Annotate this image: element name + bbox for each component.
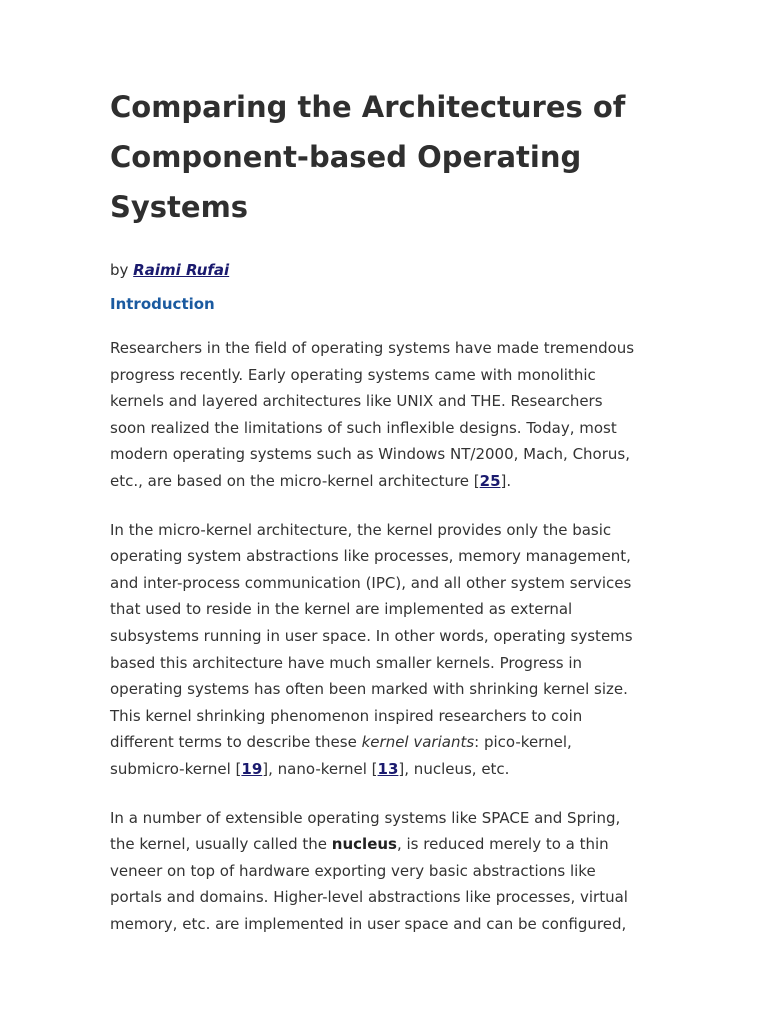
text-line: veneer on top of hardware exporting very basic abstractions like — [110, 861, 596, 880]
text-line — [110, 831, 670, 858]
author-link[interactable]: Raimi Rufai — [133, 261, 230, 279]
text-line — [110, 468, 670, 495]
emphasis-kernel-variants: kernel variants — [361, 733, 475, 752]
title-line: Component-based Operating — [110, 140, 582, 174]
byline-prefix: by — [110, 261, 134, 279]
page-title — [110, 82, 670, 232]
text-line: progress recently. Early operating systems came with monolithic — [110, 365, 596, 384]
text-line: This kernel shrinking phenomenon inspired researchers to coin — [110, 706, 583, 725]
text-line: Researchers in the field of operating systems have made tremendous — [110, 339, 635, 357]
text-line: operating system abstractions like processes, memory management, — [110, 547, 631, 566]
article — [110, 82, 670, 937]
text-line: and inter-process communication (IPC), and all other system services — [110, 573, 632, 592]
paragraph-1 — [110, 335, 670, 495]
text-segment: ], nano-kernel [ — [262, 759, 378, 778]
text-segment: : pico-kernel, — [474, 733, 572, 752]
text-segment: ], nucleus, etc. — [398, 759, 510, 778]
text-line: soon realized the limitations of such inflexible designs. Today, most — [110, 418, 617, 437]
citation-link-19[interactable]: 19 — [241, 759, 263, 778]
text-line: In a number of extensible operating systems like SPACE and Spring, — [110, 808, 621, 827]
text-line — [110, 729, 670, 756]
text-line: subsystems running in user space. In other words, operating systems — [110, 626, 633, 645]
text-line: kernels and layered architectures like UNIX and THE. Researchers — [110, 392, 603, 411]
paragraph-3 — [110, 805, 670, 938]
text-segment: etc., are based on the micro-kernel architecture [ — [110, 471, 480, 490]
text-line: memory, etc. are implemented in user space and can be configured, — [110, 914, 627, 933]
text-line: modern operating systems such as Windows NT/2000, Mach, Chorus, — [110, 445, 630, 464]
text-segment: submicro-kernel [ — [110, 759, 242, 778]
bold-term-nucleus: nucleus — [331, 835, 397, 854]
text-line: based this architecture have much smaller kernels. Progress in — [110, 653, 583, 672]
text-segment: different terms to describe these — [110, 733, 362, 752]
text-line — [110, 756, 670, 783]
citation-link-13[interactable]: 13 — [377, 759, 399, 778]
text-line: portals and domains. Higher-level abstractions like processes, virtual — [110, 888, 628, 907]
title-line: Comparing the Architectures of — [110, 90, 626, 124]
text-line: operating systems has often been marked with shrinking kernel size. — [110, 680, 628, 699]
text-line: In the micro-kernel architecture, the kernel provides only the basic — [110, 520, 612, 539]
title-line: Systems — [110, 190, 249, 224]
byline — [110, 260, 670, 280]
citation-link-25[interactable]: 25 — [479, 471, 501, 490]
paragraph-2 — [110, 517, 670, 783]
section-heading: Introduction — [110, 295, 215, 313]
text-line: that used to reside in the kernel are implemented as external — [110, 600, 573, 619]
text-segment: ]. — [500, 471, 512, 490]
text-segment: the kernel, usually called the — [110, 835, 332, 854]
text-segment: , is reduced merely to a thin — [396, 835, 609, 854]
